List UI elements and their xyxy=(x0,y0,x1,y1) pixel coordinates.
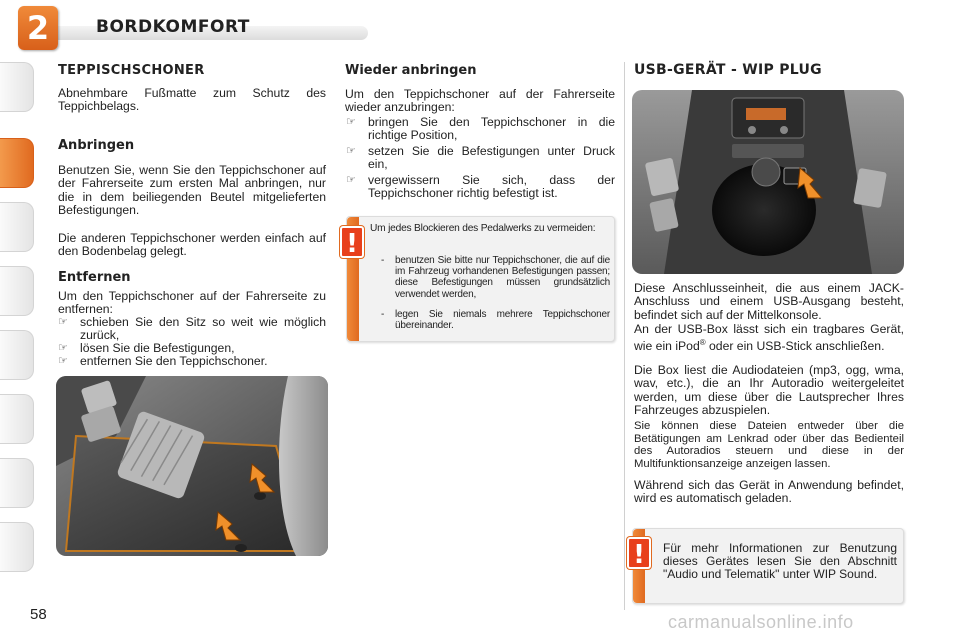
chapter-tab-active[interactable] xyxy=(0,138,34,188)
list-item: ☞ bringen Sie den Teppichschoner in die richtige Position, xyxy=(346,115,615,143)
usb-paragraph-5: Während sich das Gerät in Anwendung befindet, wird es automatisch geladen. xyxy=(634,478,904,506)
floor-mat-photo xyxy=(56,376,328,556)
warning-list-item: - benutzen Sie bitte nur Teppichschoner, die auf die im Fahrzeug vorhandenen Befestigungen passen; diese Befestigungen müssen grundsätzlich verwendet werden, xyxy=(381,255,610,300)
chapter-tab[interactable] xyxy=(0,522,34,572)
list-item: ☞ schieben Sie den Sitz so weit wie möglich zurück, xyxy=(58,315,326,343)
watermark: carmanualsonline.info xyxy=(668,612,854,632)
chapter-tab[interactable] xyxy=(0,202,34,252)
usb-paragraph-2: An der USB-Box lässt sich ein tragbares Gerät, wie ein iPod® oder ein USB-Stick anschließen. xyxy=(634,322,904,354)
wieder-anbringen-intro: Um den Teppichschoner auf der Fahrerseite wieder anzubringen: xyxy=(345,87,615,115)
warning-intro: Um jedes Blockieren des Pedalwerks zu vermeiden: xyxy=(370,223,596,234)
warning-list-item: - legen Sie niemals mehrere Teppichschoner übereinander. xyxy=(381,309,610,332)
pointing-hand-icon: ☞ xyxy=(346,145,356,157)
intro-text: Abnehmbare Fußmatte zum Schutz des Teppichbelags. xyxy=(58,86,326,114)
pointing-hand-icon: ☞ xyxy=(58,355,68,367)
list-item: ☞ setzen Sie die Befestigungen unter Druck ein, xyxy=(346,144,615,172)
section-title-teppichschoner: TEPPISCHSCHONER xyxy=(58,63,205,78)
warning-icon: ! xyxy=(340,226,364,258)
anbringen-paragraph-2: Die anderen Teppichschoner werden einfach auf den Bodenbelag gelegt. xyxy=(58,231,326,259)
chapter-tab[interactable] xyxy=(0,62,34,112)
chapter-tab[interactable] xyxy=(0,394,34,444)
usb-paragraph-1: Diese Anschlusseinheit, die aus einem JACK-Anschluss und einem USB-Ausgang besteht, befindet sich auf der Mittelkonsole. xyxy=(634,281,904,322)
center-console-photo xyxy=(632,90,904,274)
chapter-tab[interactable] xyxy=(0,266,34,316)
pointing-hand-icon: ☞ xyxy=(58,342,68,354)
chapter-tab-rail xyxy=(0,62,34,577)
pointing-hand-icon: ☞ xyxy=(346,116,356,128)
pointing-hand-icon: ☞ xyxy=(346,174,356,186)
chapter-title: BORDKOMFORT xyxy=(96,17,250,37)
pointing-hand-icon: ☞ xyxy=(58,316,68,328)
page-number: 58 xyxy=(30,606,47,623)
heading-wieder-anbringen: Wieder anbringen xyxy=(345,63,477,78)
list-item: ☞ lösen Sie die Befestigungen, xyxy=(58,341,235,355)
section-title-usb: USB-GERÄT - WIP PLUG xyxy=(634,62,822,78)
heading-entfernen: Entfernen xyxy=(58,270,131,285)
heading-anbringen: Anbringen xyxy=(58,138,135,153)
chapter-badge: 2 xyxy=(18,6,58,50)
column-divider xyxy=(624,62,625,610)
entfernen-intro: Um den Teppichschoner auf der Fahrerseite zu entfernen: xyxy=(58,289,326,317)
anbringen-paragraph: Benutzen Sie, wenn Sie den Teppichschoner auf der Fahrerseite zum ersten Mal anbringen, nur die in dem beiliegenden Beutel mitgelieferten Befestigungen. xyxy=(58,163,326,218)
list-item: ☞ vergewissern Sie sich, dass der Teppichschoner richtig befestigt ist. xyxy=(346,173,615,201)
chapter-tab[interactable] xyxy=(0,330,34,380)
usb-warning-text: Für mehr Informationen zur Benutzung dieses Gerätes lesen Sie den Abschnitt "Audio und Telematik" unter WIP Sound. xyxy=(663,541,897,581)
chapter-tab[interactable] xyxy=(0,458,34,508)
list-item: ☞ entfernen Sie den Teppichschoner. xyxy=(58,354,268,368)
warning-icon: ! xyxy=(627,537,651,569)
page-header xyxy=(0,0,960,52)
usb-paragraph-4: Sie können diese Dateien entweder über die Betätigungen am Lenkrad oder über das Bedienteil des Autoradios steuern und diese in der Multifunktionsanzeige anzeigen lassen. xyxy=(634,420,904,470)
usb-paragraph-3: Die Box liest die Audiodateien (mp3, ogg, wma, wav, etc.), die an Ihr Autoradio weitergeleitet werden, um diese über die Lautsprecher Ihres Fahrzeuges abzuspielen. xyxy=(634,363,904,418)
